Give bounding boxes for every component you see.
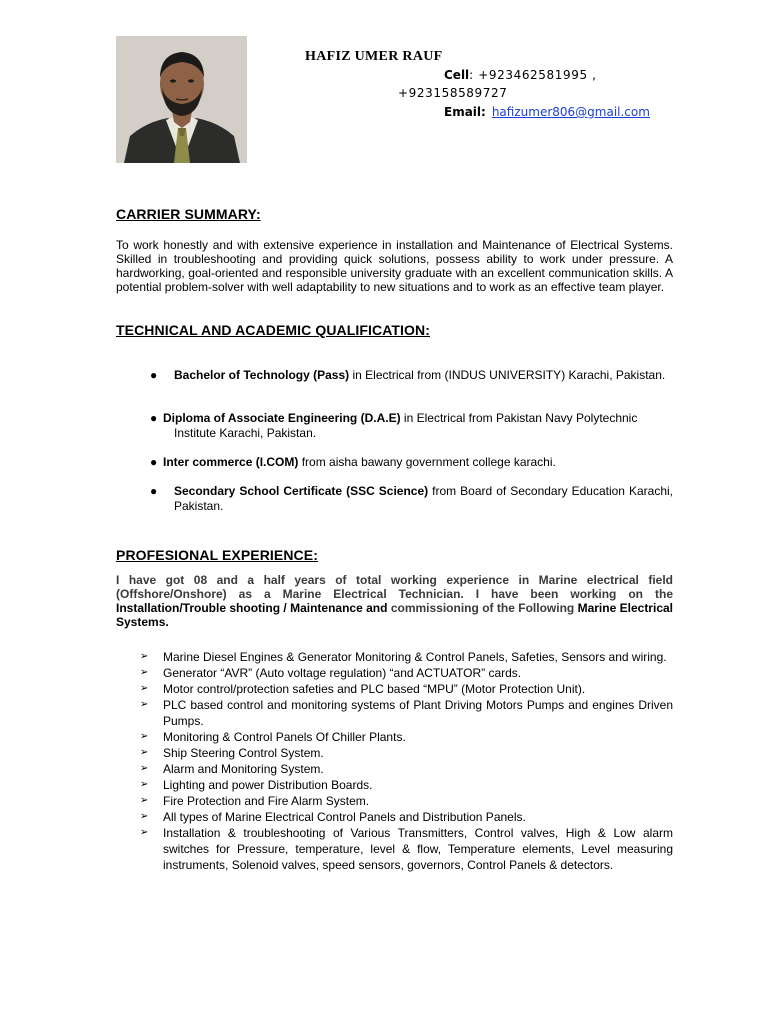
qualification-detail: in Electrical from (INDUS UNIVERSITY) Karachi, Pakistan. [349,368,666,382]
bullet-icon: ● [150,411,158,425]
arrow-bullet-icon: ➢ [140,779,149,790]
arrow-bullet-icon: ➢ [140,827,149,838]
summary-text: To work honestly and with extensive experience in installation and Maintenance of Electrical Systems. Skilled in troubleshooting and providing quick solutions, possess ability to work under pressure. A hardworking, goal-oriented and responsible university graduate with an excellent communication skills. A potential problem-solver with well adaptability to new situations and to work as an effective team player. [116,238,673,294]
email-line [444,105,650,119]
qualification-title: Diploma of Associate Engineering (D.A.E) [163,411,401,425]
experience-item-text: Ship Steering Control System. [163,746,324,760]
experience-item-text: Alarm and Monitoring System. [163,762,324,776]
qualification-detail: in Electrical from Pakistan Navy Polytechnic [400,411,638,425]
experience-item [140,729,673,745]
bullet-icon: ● [150,368,158,382]
experience-item [140,697,673,729]
experience-item-text: All types of Marine Electrical Control Panels and Distribution Panels. [163,810,526,824]
experience-item-text: Installation & troubleshooting of Various Transmitters, Control valves, High & Low alarm switches for Pressure, temperature, level & flow, Temperature elements, Level measuring instruments, Solenoid valves, speed sensors, governors, Control Panels & detectors. [163,826,673,872]
experience-item [140,649,673,665]
experience-item [140,761,673,777]
arrow-bullet-icon: ➢ [140,683,149,694]
qualification-item [150,411,673,441]
experience-item [140,745,673,761]
qualification-title: Secondary School Certificate (SSC Science) [174,484,429,498]
arrow-bullet-icon: ➢ [140,731,149,742]
experience-item [140,825,673,873]
qualification-item [150,484,673,514]
email-label: Email: [444,105,486,119]
qualification-item [150,455,673,470]
arrow-bullet-icon: ➢ [140,667,149,678]
candidate-name: HAFIZ UMER RAUF [305,49,443,64]
experience-item [140,681,673,697]
qualification-title: Bachelor of Technology (Pass) [174,368,350,382]
experience-item [140,777,673,793]
qualification-detail: from aisha bawany government college karachi. [298,455,556,469]
experience-heading: PROFESIONAL EXPERIENCE: [116,547,318,563]
experience-item-text: Marine Diesel Engines & Generator Monitoring & Control Panels, Safeties, Sensors and wiring. [163,650,667,664]
arrow-bullet-icon: ➢ [140,795,149,806]
experience-item-text: Lighting and power Distribution Boards. [163,778,373,792]
summary-heading: CARRIER SUMMARY: [116,206,261,222]
arrow-bullet-icon: ➢ [140,763,149,774]
arrow-bullet-icon: ➢ [140,651,149,662]
experience-item [140,793,673,809]
arrow-bullet-icon: ➢ [140,811,149,822]
experience-item [140,665,673,681]
experience-item [140,809,673,825]
cell-line [444,68,597,82]
qualification-detail: from Board of Secondary Education Karachi, Pakistan. [174,484,674,513]
experience-item-text: Fire Protection and Fire Alarm System. [163,794,370,808]
cell-number-2: +923158589727 [398,86,508,100]
bullet-icon: ● [150,455,158,469]
experience-item-text: PLC based control and monitoring systems of Plant Driving Motors Pumps and engines Driven Pumps. [163,698,673,728]
email-link[interactable]: hafizumer806@gmail.com [491,105,650,119]
arrow-bullet-icon: ➢ [140,747,149,758]
experience-item-text: Motor control/protection safeties and PLC based “MPU” (Motor Protection Unit). [163,682,586,696]
experience-intro: I have got 08 and a half years of total working experience in Marine electrical field (Offshore/Onshore) as a Marine Electrical Technician. I have been working on the Installation/Trouble shooting / Maintenance and commissioning of the Following Marine Electrical Systems. [116,573,673,629]
profile-photo [116,36,247,163]
bullet-icon: ● [150,484,158,498]
experience-list [140,649,673,873]
experience-item-text: Generator “AVR” (Auto voltage regulation) “and ACTUATOR” cards. [163,666,522,680]
arrow-bullet-icon: ➢ [140,699,149,710]
qualification-heading: TECHNICAL AND ACADEMIC QUALIFICATION: [116,322,431,338]
cell-number-1: : +923462581995 , [469,68,597,82]
qualification-item [150,368,673,383]
portrait-image [116,36,247,163]
qualification-title: Inter commerce (I.COM) [163,455,299,469]
cell-label: Cell [444,68,470,82]
experience-item-text: Monitoring & Control Panels Of Chiller Plants. [163,730,406,744]
qualification-detail-cont: Institute Karachi, Pakistan. [174,426,317,440]
